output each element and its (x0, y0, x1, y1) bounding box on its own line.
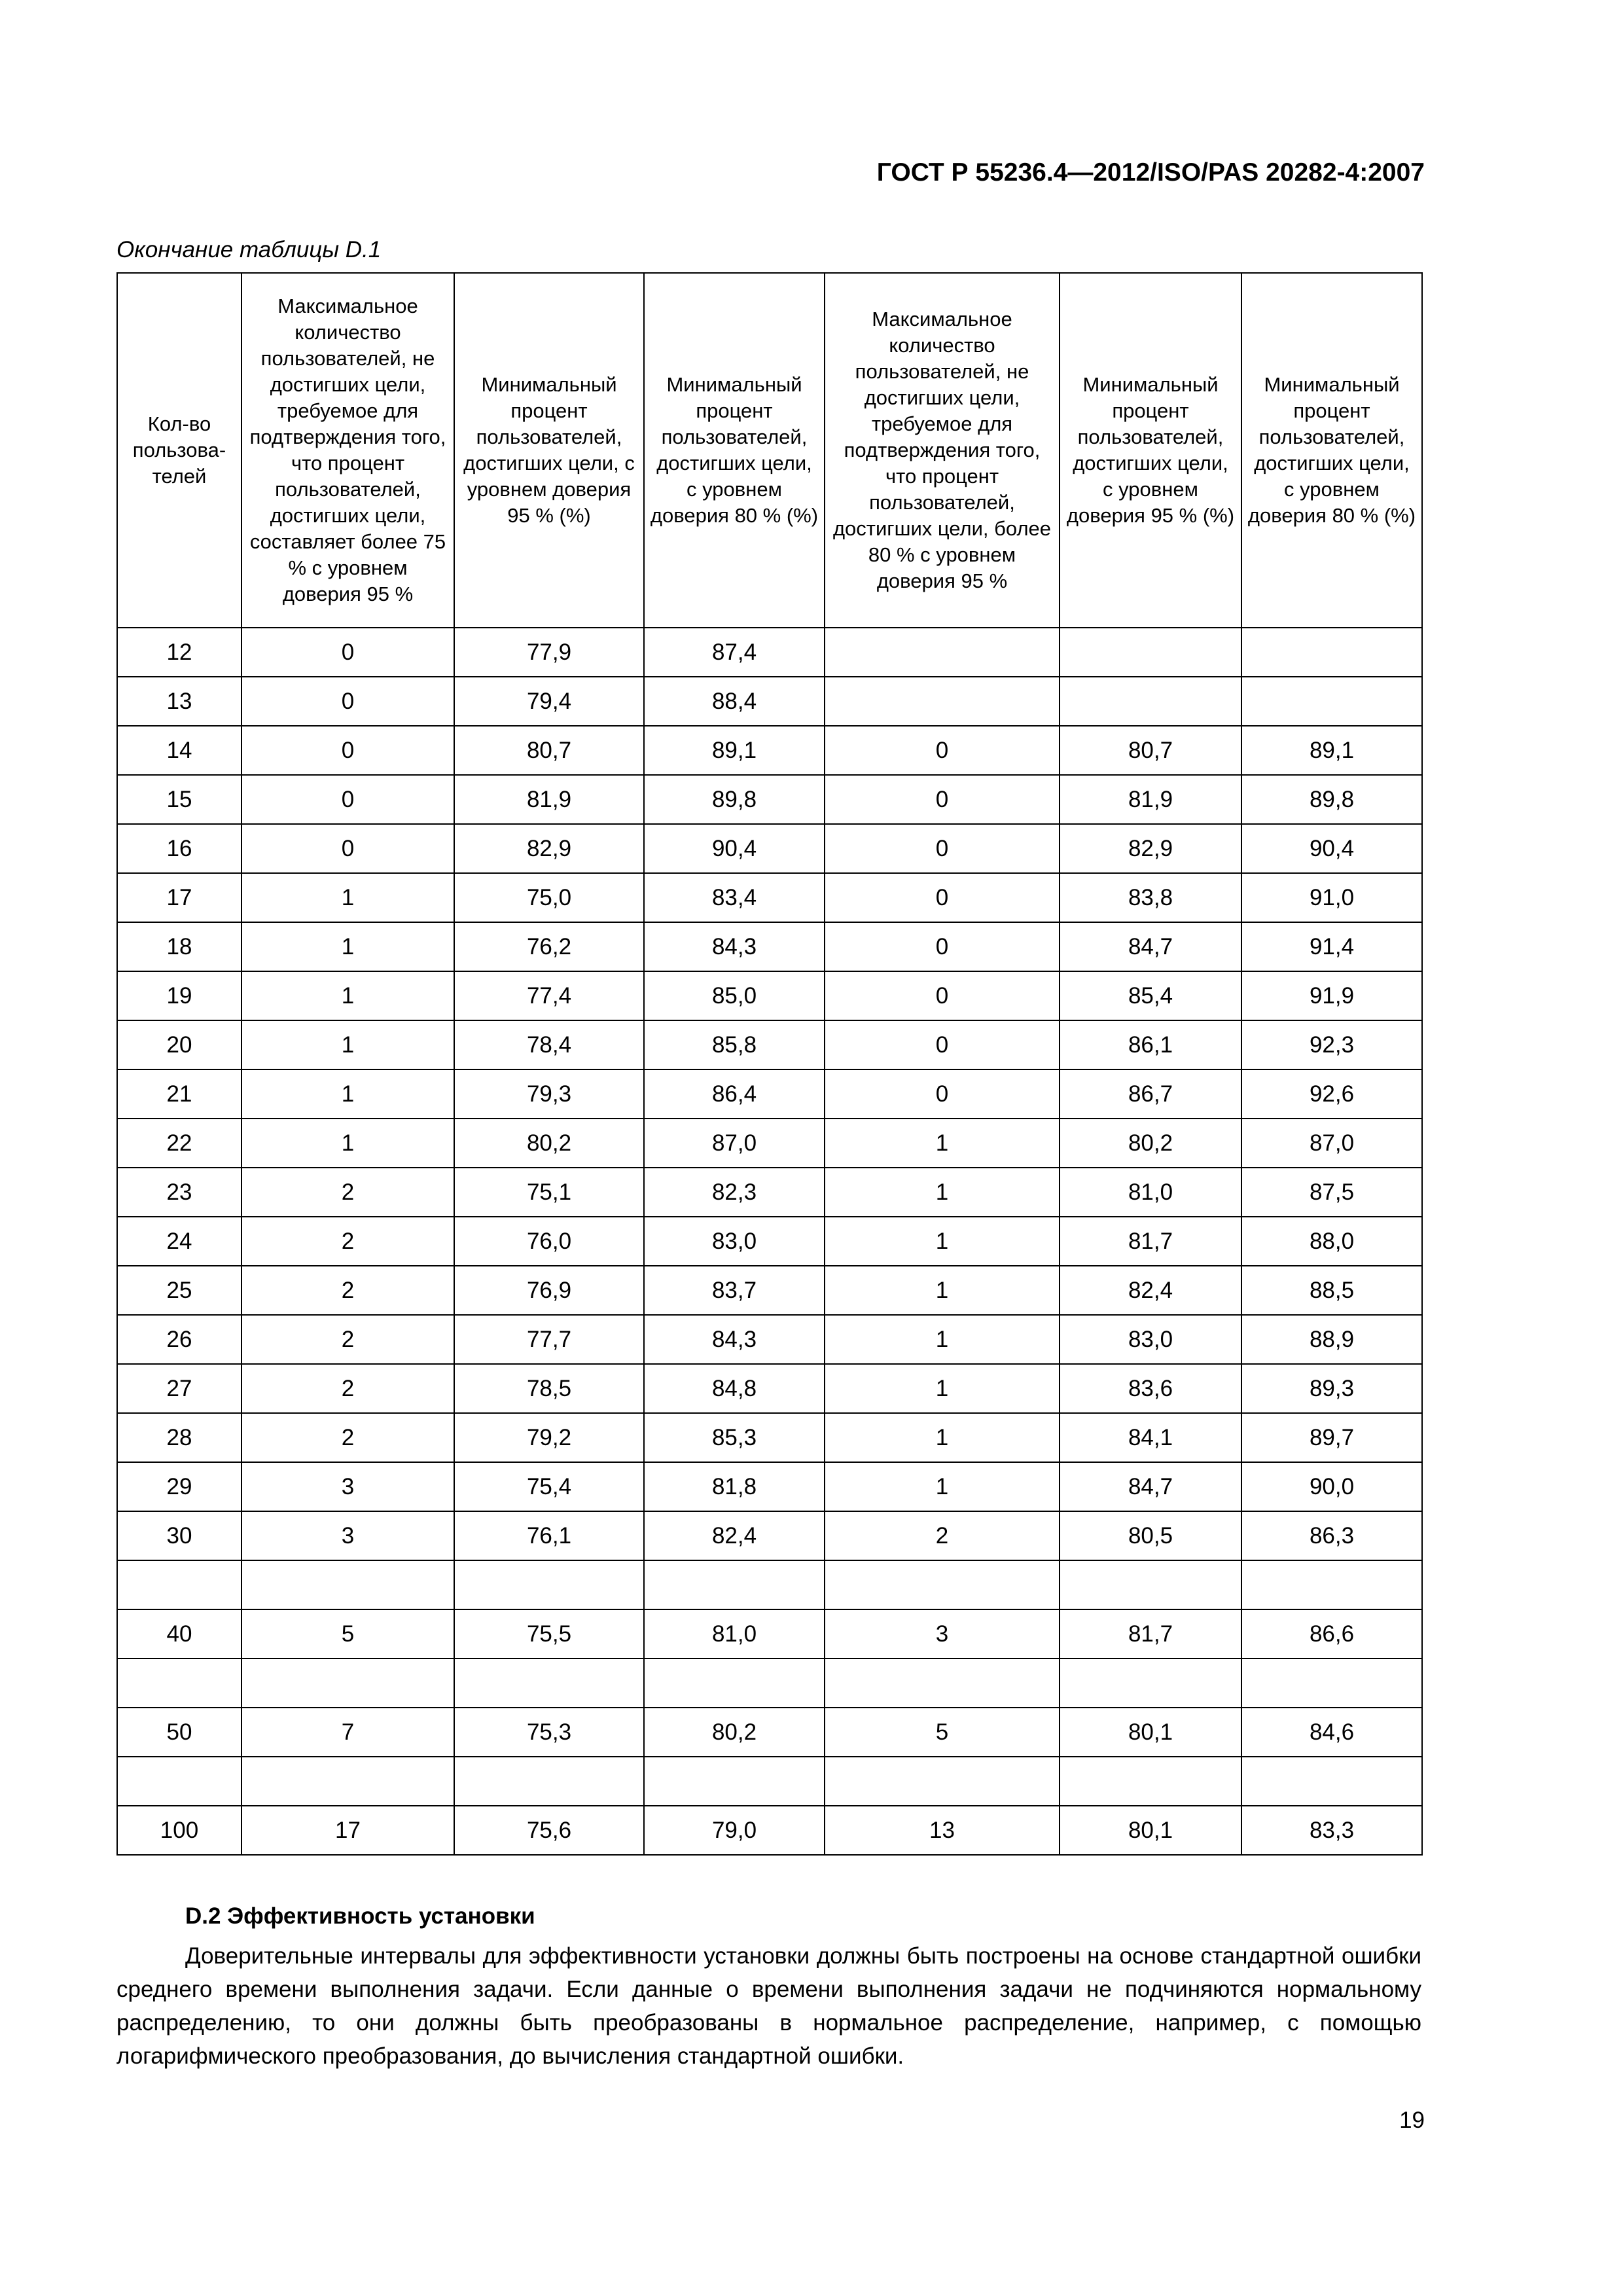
table-row (117, 1020, 1422, 1069)
table-cell: 77,4 (454, 971, 644, 1020)
table-cell: 7 (241, 1708, 454, 1757)
table-cell: 80,1 (1060, 1806, 1241, 1855)
table-cell: 30 (117, 1511, 241, 1560)
table-cell: 17 (117, 873, 241, 922)
table-cell: 79,3 (454, 1069, 644, 1119)
table-cell: 0 (825, 971, 1060, 1020)
table-cell (454, 1757, 644, 1806)
column-header: Минимальный процент пользователей, достигших цели, с уровнем доверия 80 % (%) (1241, 273, 1422, 628)
table-cell: 79,2 (454, 1413, 644, 1462)
table-cell: 0 (825, 726, 1060, 775)
table-cell: 23 (117, 1168, 241, 1217)
table-cell: 75,5 (454, 1609, 644, 1659)
table-cell: 26 (117, 1315, 241, 1364)
table-cell: 0 (241, 677, 454, 726)
table-cell: 3 (241, 1511, 454, 1560)
data-table (116, 272, 1423, 1856)
table-cell: 12 (117, 628, 241, 677)
table-row (117, 824, 1422, 873)
table-row (117, 1757, 1422, 1806)
table-cell: 87,4 (644, 628, 825, 677)
table-cell: 75,6 (454, 1806, 644, 1855)
table-cell: 3 (825, 1609, 1060, 1659)
table-cell: 82,9 (454, 824, 644, 873)
table-row (117, 1364, 1422, 1413)
table-cell: 81,7 (1060, 1217, 1241, 1266)
table-row (117, 1560, 1422, 1609)
table-row (117, 1806, 1422, 1855)
document-code: ГОСТ Р 55236.4—2012/ISO/PAS 20282-4:2007 (876, 158, 1425, 187)
table-cell: 1 (241, 971, 454, 1020)
table-row (117, 1217, 1422, 1266)
table-cell: 82,3 (644, 1168, 825, 1217)
table-cell: 92,6 (1241, 1069, 1422, 1119)
table-cell (1241, 1659, 1422, 1708)
table-cell: 1 (825, 1462, 1060, 1511)
page-number: 19 (1399, 2108, 1425, 2133)
table-cell: 85,4 (1060, 971, 1241, 1020)
table-cell: 85,3 (644, 1413, 825, 1462)
table-row (117, 1266, 1422, 1315)
table-cell: 89,1 (644, 726, 825, 775)
table-row (117, 1659, 1422, 1708)
table-cell: 81,9 (1060, 775, 1241, 824)
table-cell: 1 (825, 1119, 1060, 1168)
table-cell (825, 1560, 1060, 1609)
table-cell: 1 (825, 1217, 1060, 1266)
table-row (117, 677, 1422, 726)
table-cell: 1 (825, 1364, 1060, 1413)
table-cell: 75,1 (454, 1168, 644, 1217)
table-cell: 1 (825, 1413, 1060, 1462)
table-cell: 79,4 (454, 677, 644, 726)
table-cell: 5 (825, 1708, 1060, 1757)
table-cell: 85,8 (644, 1020, 825, 1069)
table-cell: 2 (241, 1364, 454, 1413)
table-cell (117, 1757, 241, 1806)
table-cell (1241, 1757, 1422, 1806)
table-cell: 1 (825, 1315, 1060, 1364)
column-header: Минимальный процент пользователей, достигших цели, с уровнем доверия 80 % (%) (644, 273, 825, 628)
table-cell: 17 (241, 1806, 454, 1855)
table-cell: 5 (241, 1609, 454, 1659)
table-cell: 86,7 (1060, 1069, 1241, 1119)
column-header: Минимальный процент пользователей, достигших цели, с уровнем доверия 95 % (%) (454, 273, 644, 628)
table-cell: 84,3 (644, 1315, 825, 1364)
table-cell: 81,0 (1060, 1168, 1241, 1217)
table-cell: 25 (117, 1266, 241, 1315)
table-cell: 82,4 (1060, 1266, 1241, 1315)
table-cell: 90,4 (1241, 824, 1422, 873)
table-cell: 84,1 (1060, 1413, 1241, 1462)
table-cell: 81,7 (1060, 1609, 1241, 1659)
table-cell: 85,0 (644, 971, 825, 1020)
table-cell: 13 (117, 677, 241, 726)
table-cell (825, 1659, 1060, 1708)
table-cell: 80,2 (644, 1708, 825, 1757)
table-cell: 3 (241, 1462, 454, 1511)
table-cell: 14 (117, 726, 241, 775)
table-cell: 84,6 (1241, 1708, 1422, 1757)
table-row (117, 1413, 1422, 1462)
table-cell (241, 1757, 454, 1806)
column-header: Максимальное количество пользователей, не достигших цели, требуемое для подтверждения того, что процент пользователей, достигших цели, более 80 % с уровнем доверия 95 % (825, 273, 1060, 628)
table-row (117, 1315, 1422, 1364)
table-cell: 84,3 (644, 922, 825, 971)
table-cell: 90,0 (1241, 1462, 1422, 1511)
table-cell: 89,7 (1241, 1413, 1422, 1462)
table-cell: 1 (241, 873, 454, 922)
table-cell: 84,8 (644, 1364, 825, 1413)
section-title: D.2 Эффективность установки (185, 1903, 535, 1929)
table-cell: 83,7 (644, 1266, 825, 1315)
table-cell: 2 (825, 1511, 1060, 1560)
table-cell (1060, 677, 1241, 726)
table-cell: 81,0 (644, 1609, 825, 1659)
table-cell: 28 (117, 1413, 241, 1462)
table-cell (1060, 628, 1241, 677)
table-cell: 80,5 (1060, 1511, 1241, 1560)
table-cell: 83,0 (644, 1217, 825, 1266)
table-cell: 90,4 (644, 824, 825, 873)
table-row (117, 628, 1422, 677)
table-cell: 80,7 (1060, 726, 1241, 775)
table-cell: 86,3 (1241, 1511, 1422, 1560)
table-header-row (117, 273, 1422, 628)
table-row (117, 775, 1422, 824)
table-row (117, 726, 1422, 775)
table-cell: 83,0 (1060, 1315, 1241, 1364)
table-body (117, 628, 1422, 1855)
table-cell (1241, 628, 1422, 677)
table-cell: 0 (825, 824, 1060, 873)
table-cell: 79,0 (644, 1806, 825, 1855)
table-cell: 0 (241, 726, 454, 775)
table-cell: 1 (241, 1020, 454, 1069)
table-cell (1060, 1757, 1241, 1806)
table-cell: 91,0 (1241, 873, 1422, 922)
table-cell: 75,0 (454, 873, 644, 922)
table-cell: 0 (241, 824, 454, 873)
table-cell: 80,1 (1060, 1708, 1241, 1757)
table-cell: 0 (825, 1020, 1060, 1069)
table-cell: 2 (241, 1168, 454, 1217)
table-cell: 19 (117, 971, 241, 1020)
table-cell (644, 1757, 825, 1806)
table-cell: 2 (241, 1413, 454, 1462)
table-cell: 21 (117, 1069, 241, 1119)
table-cell: 92,3 (1241, 1020, 1422, 1069)
table-cell: 84,7 (1060, 922, 1241, 971)
table-cell: 16 (117, 824, 241, 873)
table-cell: 76,2 (454, 922, 644, 971)
table-cell: 0 (825, 873, 1060, 922)
table-cell: 84,7 (1060, 1462, 1241, 1511)
table-cell: 80,2 (454, 1119, 644, 1168)
table-cell: 40 (117, 1609, 241, 1659)
table-cell: 86,6 (1241, 1609, 1422, 1659)
table-cell: 91,9 (1241, 971, 1422, 1020)
table-cell: 1 (825, 1168, 1060, 1217)
table-cell: 77,7 (454, 1315, 644, 1364)
table-cell: 82,9 (1060, 824, 1241, 873)
table-cell: 18 (117, 922, 241, 971)
table-cell: 91,4 (1241, 922, 1422, 971)
table-cell (241, 1560, 454, 1609)
table-cell: 82,4 (644, 1511, 825, 1560)
table-cell: 76,0 (454, 1217, 644, 1266)
table-caption: Окончание таблицы D.1 (116, 237, 382, 262)
table-cell: 88,0 (1241, 1217, 1422, 1266)
table-cell (825, 628, 1060, 677)
table-cell (1241, 677, 1422, 726)
table-cell: 0 (241, 628, 454, 677)
column-header: Минимальный процент пользователей, достигших цели, с уровнем доверия 95 % (%) (1060, 273, 1241, 628)
table-cell: 78,4 (454, 1020, 644, 1069)
table-cell (825, 677, 1060, 726)
table-cell: 100 (117, 1806, 241, 1855)
table-cell: 75,3 (454, 1708, 644, 1757)
table-cell: 1 (241, 1069, 454, 1119)
table-row (117, 1069, 1422, 1119)
table-cell: 81,8 (644, 1462, 825, 1511)
table-cell (644, 1659, 825, 1708)
table-cell: 83,4 (644, 873, 825, 922)
table-cell: 50 (117, 1708, 241, 1757)
table-cell: 89,3 (1241, 1364, 1422, 1413)
table-cell: 78,5 (454, 1364, 644, 1413)
table-cell: 87,0 (644, 1119, 825, 1168)
table-row (117, 1511, 1422, 1560)
table-cell: 89,8 (644, 775, 825, 824)
table-cell (117, 1659, 241, 1708)
table-cell (241, 1659, 454, 1708)
table-cell: 29 (117, 1462, 241, 1511)
table-cell (825, 1757, 1060, 1806)
table-cell: 75,4 (454, 1462, 644, 1511)
table-row (117, 1708, 1422, 1757)
table-cell: 89,8 (1241, 775, 1422, 824)
table-row (117, 873, 1422, 922)
table-cell: 89,1 (1241, 726, 1422, 775)
table-cell: 13 (825, 1806, 1060, 1855)
table-row (117, 1119, 1422, 1168)
table-cell (1060, 1659, 1241, 1708)
table-cell (1060, 1560, 1241, 1609)
table-cell: 0 (241, 775, 454, 824)
table-cell: 83,6 (1060, 1364, 1241, 1413)
table-cell: 2 (241, 1266, 454, 1315)
table-cell (454, 1560, 644, 1609)
table-cell: 2 (241, 1315, 454, 1364)
column-header: Максимальное количество пользователей, не достигших цели, требуемое для подтверждения того, что процент пользователей, достигших цели, составляет более 75 % с уровнем доверия 95 % (241, 273, 454, 628)
table-cell: 88,4 (644, 677, 825, 726)
table-row (117, 1609, 1422, 1659)
table-cell: 2 (241, 1217, 454, 1266)
section-body: Доверительные интервалы для эффективности установки должны быть построены на основе стандартной ошибки среднего времени выполнения задачи. Если данные о времени выполнения задачи не подчиняются нормальному распределению, то они должны быть преобразованы в нормальное распределение, например, с помощью логарифмического преобразования, до вычисления стандартной ошибки. (116, 1943, 1421, 2069)
table-cell: 83,3 (1241, 1806, 1422, 1855)
table-cell: 81,9 (454, 775, 644, 824)
table-cell: 86,1 (1060, 1020, 1241, 1069)
table-cell: 0 (825, 1069, 1060, 1119)
table-cell: 20 (117, 1020, 241, 1069)
table-cell: 0 (825, 922, 1060, 971)
table-cell: 83,8 (1060, 873, 1241, 922)
table-cell: 24 (117, 1217, 241, 1266)
table-row (117, 1168, 1422, 1217)
table-cell: 76,9 (454, 1266, 644, 1315)
table-cell: 76,1 (454, 1511, 644, 1560)
table-cell: 27 (117, 1364, 241, 1413)
table-cell (1241, 1560, 1422, 1609)
table-cell: 88,5 (1241, 1266, 1422, 1315)
table-cell: 87,5 (1241, 1168, 1422, 1217)
table-cell: 87,0 (1241, 1119, 1422, 1168)
table-cell: 1 (241, 922, 454, 971)
table-cell: 15 (117, 775, 241, 824)
table-cell (454, 1659, 644, 1708)
table-row (117, 1462, 1422, 1511)
column-header: Кол-во пользова-телей (117, 273, 241, 628)
table-cell: 86,4 (644, 1069, 825, 1119)
table-cell: 1 (825, 1266, 1060, 1315)
table-cell: 0 (825, 775, 1060, 824)
table-cell: 80,2 (1060, 1119, 1241, 1168)
table-cell (644, 1560, 825, 1609)
table-row (117, 971, 1422, 1020)
table-cell: 77,9 (454, 628, 644, 677)
table-cell: 88,9 (1241, 1315, 1422, 1364)
table-cell: 80,7 (454, 726, 644, 775)
table-row (117, 922, 1422, 971)
table-cell (117, 1560, 241, 1609)
table-cell: 1 (241, 1119, 454, 1168)
table-cell: 22 (117, 1119, 241, 1168)
